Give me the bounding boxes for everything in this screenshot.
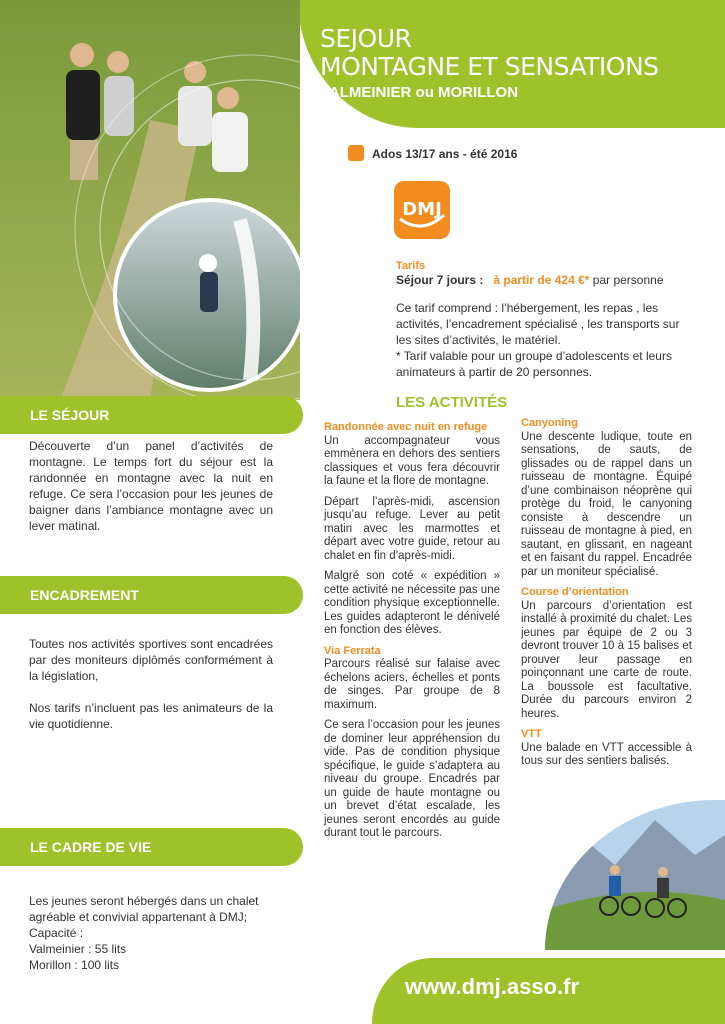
activities-heading: LES ACTIVITÉS <box>396 394 508 411</box>
price-suffix: par personne <box>592 273 664 287</box>
dmj-logo <box>392 179 452 241</box>
tarif-line <box>396 273 664 287</box>
cadre-morillon: Morillon : 100 lits <box>29 958 120 972</box>
website-link[interactable]: www.dmj.asso.fr <box>405 974 580 999</box>
sejour-duration: Séjour 7 jours : <box>396 273 484 287</box>
audience-label: Ados 13/17 ans - été 2016 <box>372 147 518 161</box>
vtt-title: VTT <box>521 728 542 740</box>
activities-column-2 <box>521 417 692 776</box>
tarifs-label: Tarifs <box>396 260 426 272</box>
page-title-line2: MONTAGNE ET SENSATIONS <box>320 52 659 81</box>
orient-title: Course d’orientation <box>521 586 629 598</box>
tarif-note: * Tarif valable pour un groupe d’adolescents et leurs animateurs à partir de 20 personnes. <box>396 349 672 379</box>
tarif-includes: Ce tarif comprend : l’hébergement, les repas , les activités, l’encadrement spécialisé , les transports sur les sites d’activités, le matériel. <box>396 301 680 347</box>
hikers-photo <box>0 0 300 400</box>
vtt-paragraph: Une balade en VTT accessible à tous sur des sentiers balisés. <box>521 741 692 767</box>
section-heading-encadrement: ENCADREMENT <box>30 587 139 603</box>
svg-text:DMJ: DMJ <box>402 199 442 220</box>
orient-paragraph: Un parcours d’orientation est installé à proximité du chalet. Les jeunes par équipe de 2 ou 3 devront trouver 10 à 15 balises et prouver leur passage en poinçonnant une carte de route. La boussole est facultative. Durée du parcours environ 2 heures. <box>521 599 692 720</box>
encadrement-text: Toutes nos activités sportives sont encadrées par des moniteurs diplômés conformément à la législation, <box>29 637 273 683</box>
bullet-square <box>348 145 364 161</box>
cadre-capacite: Capacité : <box>29 926 84 940</box>
section-bar-encadrement <box>0 576 303 614</box>
cadre-text <box>29 893 273 973</box>
via-title: Via Ferrata <box>324 644 381 657</box>
section-heading-sejour: LE SÉJOUR <box>30 407 110 423</box>
rando-paragraph-3: Malgré son coté « expédition » cette activité ne nécessite pas une condition physique exceptionnelle. Les guides adapteront le dénivelé en fonction des élèves. <box>324 570 500 636</box>
sejour-text: Découverte d’un panel d’activités de montagne. Le temps fort du séjour est la randonnée en montagne avec la nuit en refuge. Ce sera l’occasion pour les jeunes de baigner dans l’ambiance montagne avec un lever matinal. <box>29 439 273 533</box>
encadrement-note: Nos tarifs n’incluent pas les animateurs de la vie quotidienne. <box>29 701 273 731</box>
section-bar-cadre <box>0 828 303 866</box>
page-subtitle: VALMEINIER ou MORILLON <box>320 84 519 101</box>
price: à partir de 424 €* <box>493 273 590 287</box>
tarif-details <box>396 300 690 380</box>
rando-paragraph-1: Un accompagnateur vous emmènera en dehors des sentiers classiques et vous fera découvrir la faune et la flore de montagne. <box>324 434 500 487</box>
activities-column-1 <box>324 417 500 848</box>
rando-paragraph-2: Départ l’après-midi, ascension jusqu’au refuge. Lever au petit matin avec les marmottes et départ avec votre guide, retour au chalet en fin d’après-midi. <box>324 495 500 562</box>
rando-title: Randonnée avec nuit en refuge <box>324 421 488 433</box>
page-title-line1: SEJOUR <box>320 24 412 53</box>
cadre-valmeinier: Valmeinier : 55 lits <box>29 942 127 956</box>
section-heading-cadre: LE CADRE DE VIE <box>30 839 152 855</box>
section-bar-sejour <box>0 396 303 434</box>
bikers-photo <box>545 800 725 950</box>
via-paragraph-1: Parcours réalisé sur falaise avec échelons aciers, échelles et ponts de singes. Par groupe de 8 maximum. <box>324 658 500 711</box>
canyon-paragraph: Une descente ludique, toute en sensations, de sauts, de glissades ou de rappel dans un ruisseau de montagne. Équipé d’une combinaison néoprène qui protège du froid, le canyoning consiste à descendre un ruisseau de montagne à pied, en sautant, en glissant, en nageant et en faisant du rappel. Encadrée par un moniteur spécialisé. <box>521 430 692 578</box>
via-paragraph-2: Ce sera l’occasion pour les jeunes de dominer leur appréhension du vide. Pas de condition physique spécifique, le guide s’adaptera au niveau du groupe. Encadrés par un guide de haute montagne ou un brevet d’état escalade, les jeunes seront encordés au guide durant tout le parcours. <box>324 719 500 839</box>
canyon-title: Canyoning <box>521 417 578 429</box>
cadre-description: Les jeunes seront hébergés dans un chalet agréable et convivial appartenant à DMJ; <box>29 894 259 924</box>
